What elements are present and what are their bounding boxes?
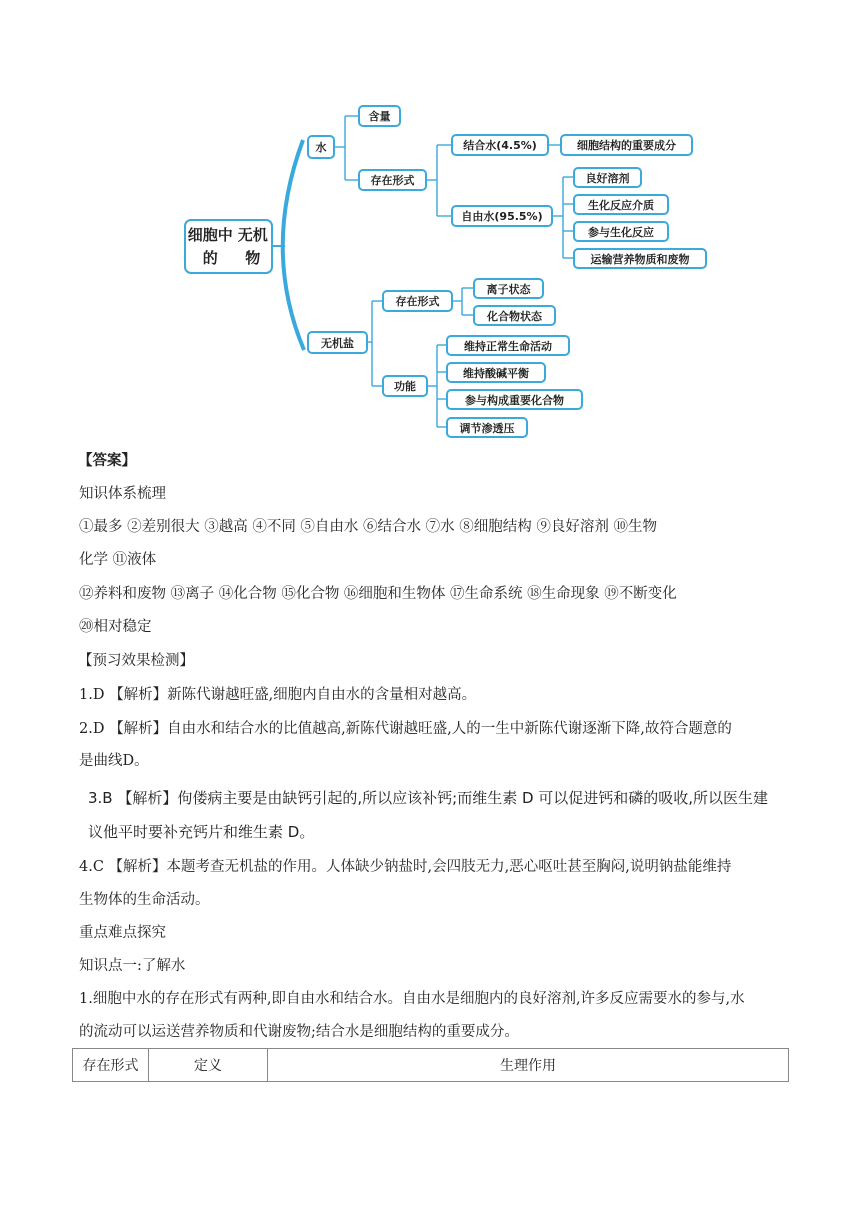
water-form-table	[72, 1048, 789, 1082]
node-free-role-1: 良好溶剂	[573, 167, 642, 188]
table-header-row	[73, 1049, 789, 1082]
node-bound-water: 结合水(4.5%)	[451, 134, 549, 156]
node-salt: 无机盐	[307, 331, 368, 354]
mindmap-root	[184, 219, 273, 274]
node-free-water: 自由水(95.5%)	[451, 205, 553, 227]
node-free-role-4: 运输营养物质和废物	[573, 248, 707, 269]
node-salt-function-2: 维持酸碱平衡	[446, 362, 546, 383]
table-header-function: 生理作用	[268, 1049, 789, 1082]
question-4-line-1: 4.C 【解析】本题考查无机盐的作用。人体缺少钠盐时,会四肢无力,恶心呕吐甚至胸闷,说明钠盐能维持	[79, 859, 732, 875]
table-header-form: 存在形式	[73, 1049, 149, 1082]
answer-line-4: ⑳相对稳定	[79, 619, 152, 635]
question-3-line-1: 3.B 【解析】佝偻病主要是由缺钙引起的,所以应该补钙;而维生素 D 可以促进钙和磷的吸收,所以医生建	[88, 789, 769, 807]
table-header-definition: 定义	[149, 1049, 268, 1082]
question-3-line-2: 议他平时要补充钙片和维生素 D。	[88, 823, 315, 841]
question-2-line-1: 2.D 【解析】自由水和结合水的比值越高,新陈代谢越旺盛,人的一生中新陈代谢逐渐下降,故符合题意的	[79, 721, 732, 737]
preview-heading: 【预习效果检测】	[78, 653, 194, 669]
question-4-line-2: 生物体的生命活动。	[79, 892, 210, 908]
question-2-line-2: 是曲线D。	[79, 753, 149, 769]
node-salt-form: 存在形式	[382, 290, 453, 312]
answer-heading: 【答案】	[78, 452, 136, 469]
node-bound-role: 细胞结构的重要成分	[560, 134, 693, 156]
section-key-points: 重点难点探究	[79, 925, 166, 941]
node-salt-function-1: 维持正常生命活动	[446, 335, 570, 356]
root-line-2: 无机物	[237, 225, 268, 267]
root-line-1: 细胞中的	[187, 225, 233, 267]
node-salt-function-4: 调节渗透压	[446, 417, 528, 438]
section-knowledge-system: 知识体系梳理	[79, 486, 166, 502]
node-water-form: 存在形式	[358, 169, 427, 191]
answer-line-1: ①最多 ②差别很大 ③越高 ④不同 ⑤自由水 ⑥结合水 ⑦水 ⑧细胞结构 ⑨良好溶剂 ⑩生物	[79, 519, 657, 535]
paragraph-1-line-2: 的流动可以运送营养物质和代谢废物;结合水是细胞结构的重要成分。	[79, 1024, 519, 1040]
node-content: 含量	[358, 105, 401, 127]
knowledge-point-1: 知识点一:了解水	[79, 958, 186, 974]
node-salt-form-2: 化合物状态	[473, 305, 556, 326]
mindmap-connectors	[0, 0, 860, 450]
question-1: 1.D 【解析】新陈代谢越旺盛,细胞内自由水的含量相对越高。	[79, 687, 477, 703]
node-salt-form-1: 离子状态	[473, 278, 544, 299]
node-water: 水	[307, 135, 335, 159]
answer-line-3: ⑫养料和废物 ⑬离子 ⑭化合物 ⑮化合物 ⑯细胞和生物体 ⑰生命系统 ⑱生命现象 ⑲不断变化	[79, 586, 677, 602]
node-salt-function-3: 参与构成重要化合物	[446, 389, 583, 410]
answer-line-2: 化学 ⑪液体	[79, 552, 157, 568]
node-free-role-2: 生化反应介质	[573, 194, 669, 215]
node-salt-function: 功能	[382, 375, 428, 397]
paragraph-1-line-1: 1.细胞中水的存在形式有两种,即自由水和结合水。自由水是细胞内的良好溶剂,许多反应需要水的参与,水	[79, 991, 745, 1007]
node-free-role-3: 参与生化反应	[573, 221, 669, 242]
